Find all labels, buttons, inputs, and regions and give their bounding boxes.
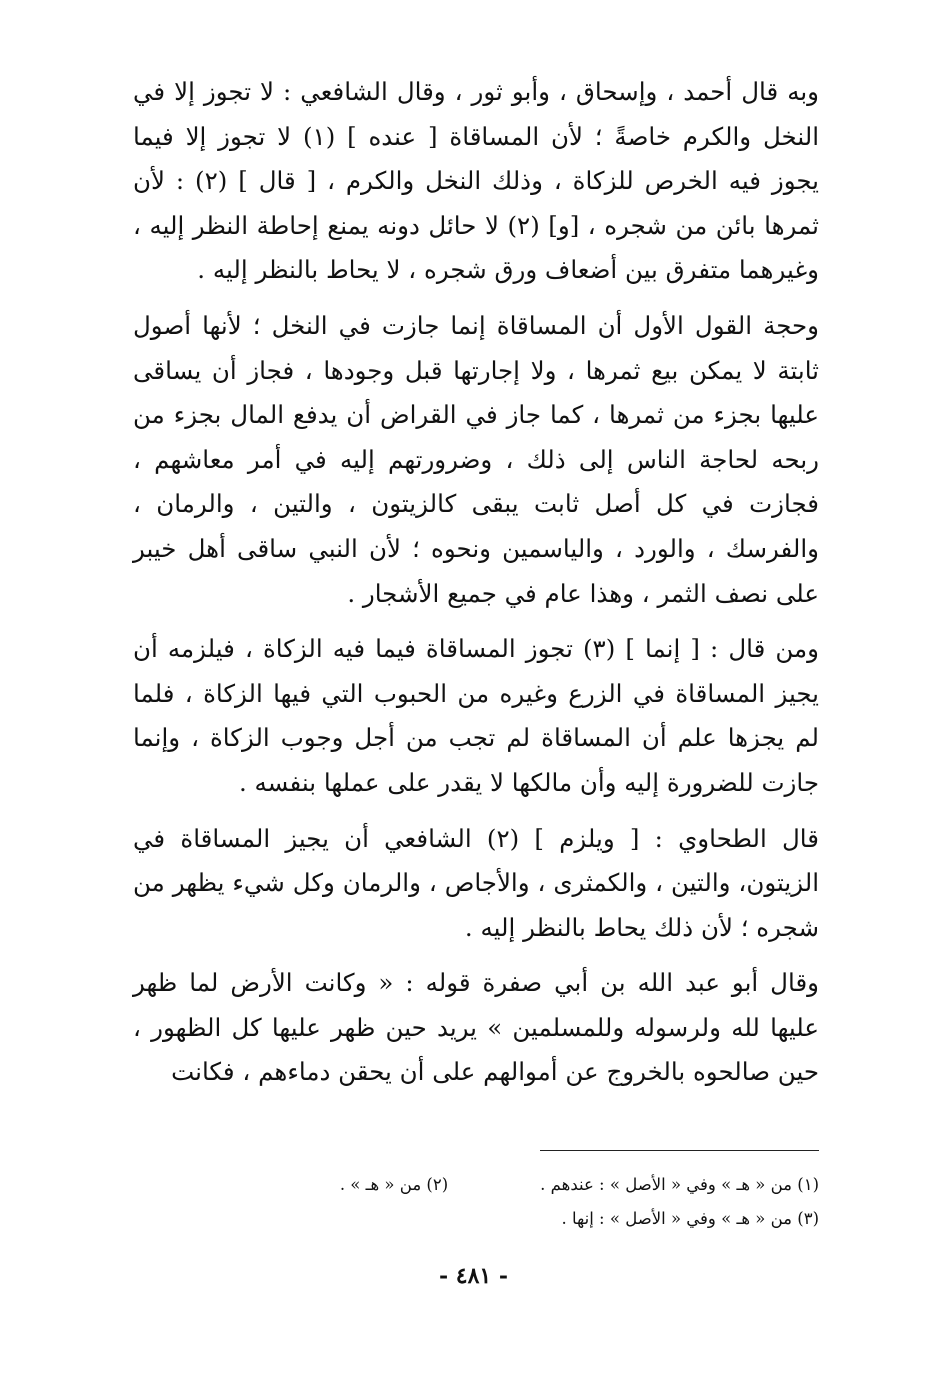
paragraph-4: قال الطحاوي : [ ويلزم ] (٢) الشافعي أن يجيز المساقاة في الزيتون، والتين ، والكمثرى ، والأجاص ، والرمان وكل شيء يظهر من شجره ؛ لأن ذلك يحاط بالنظر إليه .	[133, 823, 819, 942]
paragraph-1: وبه قال أحمد ، وإسحاق ، وأبو ثور ، وقال الشافعي : لا تجوز إلا في النخل والكرم خاصةً ؛ لأن المساقاة [ عنده ] (١) لا تجوز إلا فيما يجوز فيه الخرص للزكاة ، وذلك النخل والكرم ، [ قال ] (٢) : لأن ثمرها بائن من شجره ، [و] (٢) لا حائل دونه يمنع إحاطة النظر إليه ، وغيرهما متفرق بين أضعاف ورق شجره ، لا يحاط بالنظر إليه .	[133, 77, 820, 285]
footnote-3: (٣) من « هـ » وفي « الأصل » : إنها .	[561, 1209, 819, 1228]
footnotes	[133, 1168, 819, 1236]
paragraph-3: ومن قال : [ إنما ] (٣) تجوز المساقاة فيما فيه الزكاة ، فيلزمه أن يجيز المساقاة في الزرع وغيره من الحبوب التي فيها الزكاة ، فلما لم يجزها علم أن المساقاة لم تجب من أجل وجوب الزكاة ، وإنما جازت للضرورة إليه وأن مالكها لا يقدر على عملها بنفسه .	[133, 634, 819, 797]
footnote-row-2	[133, 1202, 819, 1236]
main-text	[133, 70, 819, 1095]
paragraph-5: وقال أبو عبد الله بن أبي صفرة قوله : « وكانت الأرض لما ظهر عليها لله ولرسوله وللمسلمين » يريد حين ظهر عليها كل الظهور ، حين صالحوه بالخروج عن أموالهم على أن يحقن دماءهم ، فكانت	[133, 968, 819, 1087]
paragraph-2: وحجة القول الأول أن المساقاة إنما جازت في النخل ؛ لأنها أصول ثابتة لا يمكن بيع ثمرها ، ولا إجارتها قبل وجودها ، فجاز أن يساقى عليها بجزء من ثمرها ، كما جاز في القراض أن يدفع المال بجزء من ربحه لحاجة الناس إلى ذلك ، وضرورتهم إليه في أمر معاشهم ، فجازت في كل أصل ثابت يبقى كالزيتون ، والتين ، والرمان ، والفرسك ، والورد ، والياسمين ونحوه ؛ لأن النبي ساقى أهل خيبر على نصف الثمر ، وهذا عام في جميع الأشجار .	[133, 310, 819, 608]
page-number: - ٤٨١ -	[438, 1263, 509, 1289]
footnote-2: (٢) من « هـ » .	[339, 1175, 449, 1194]
footnote-divider	[540, 1150, 819, 1151]
footnote-1: (١) من « هـ » وفي « الأصل » : عندهم .	[540, 1175, 819, 1194]
footnote-row-1	[133, 1168, 819, 1202]
